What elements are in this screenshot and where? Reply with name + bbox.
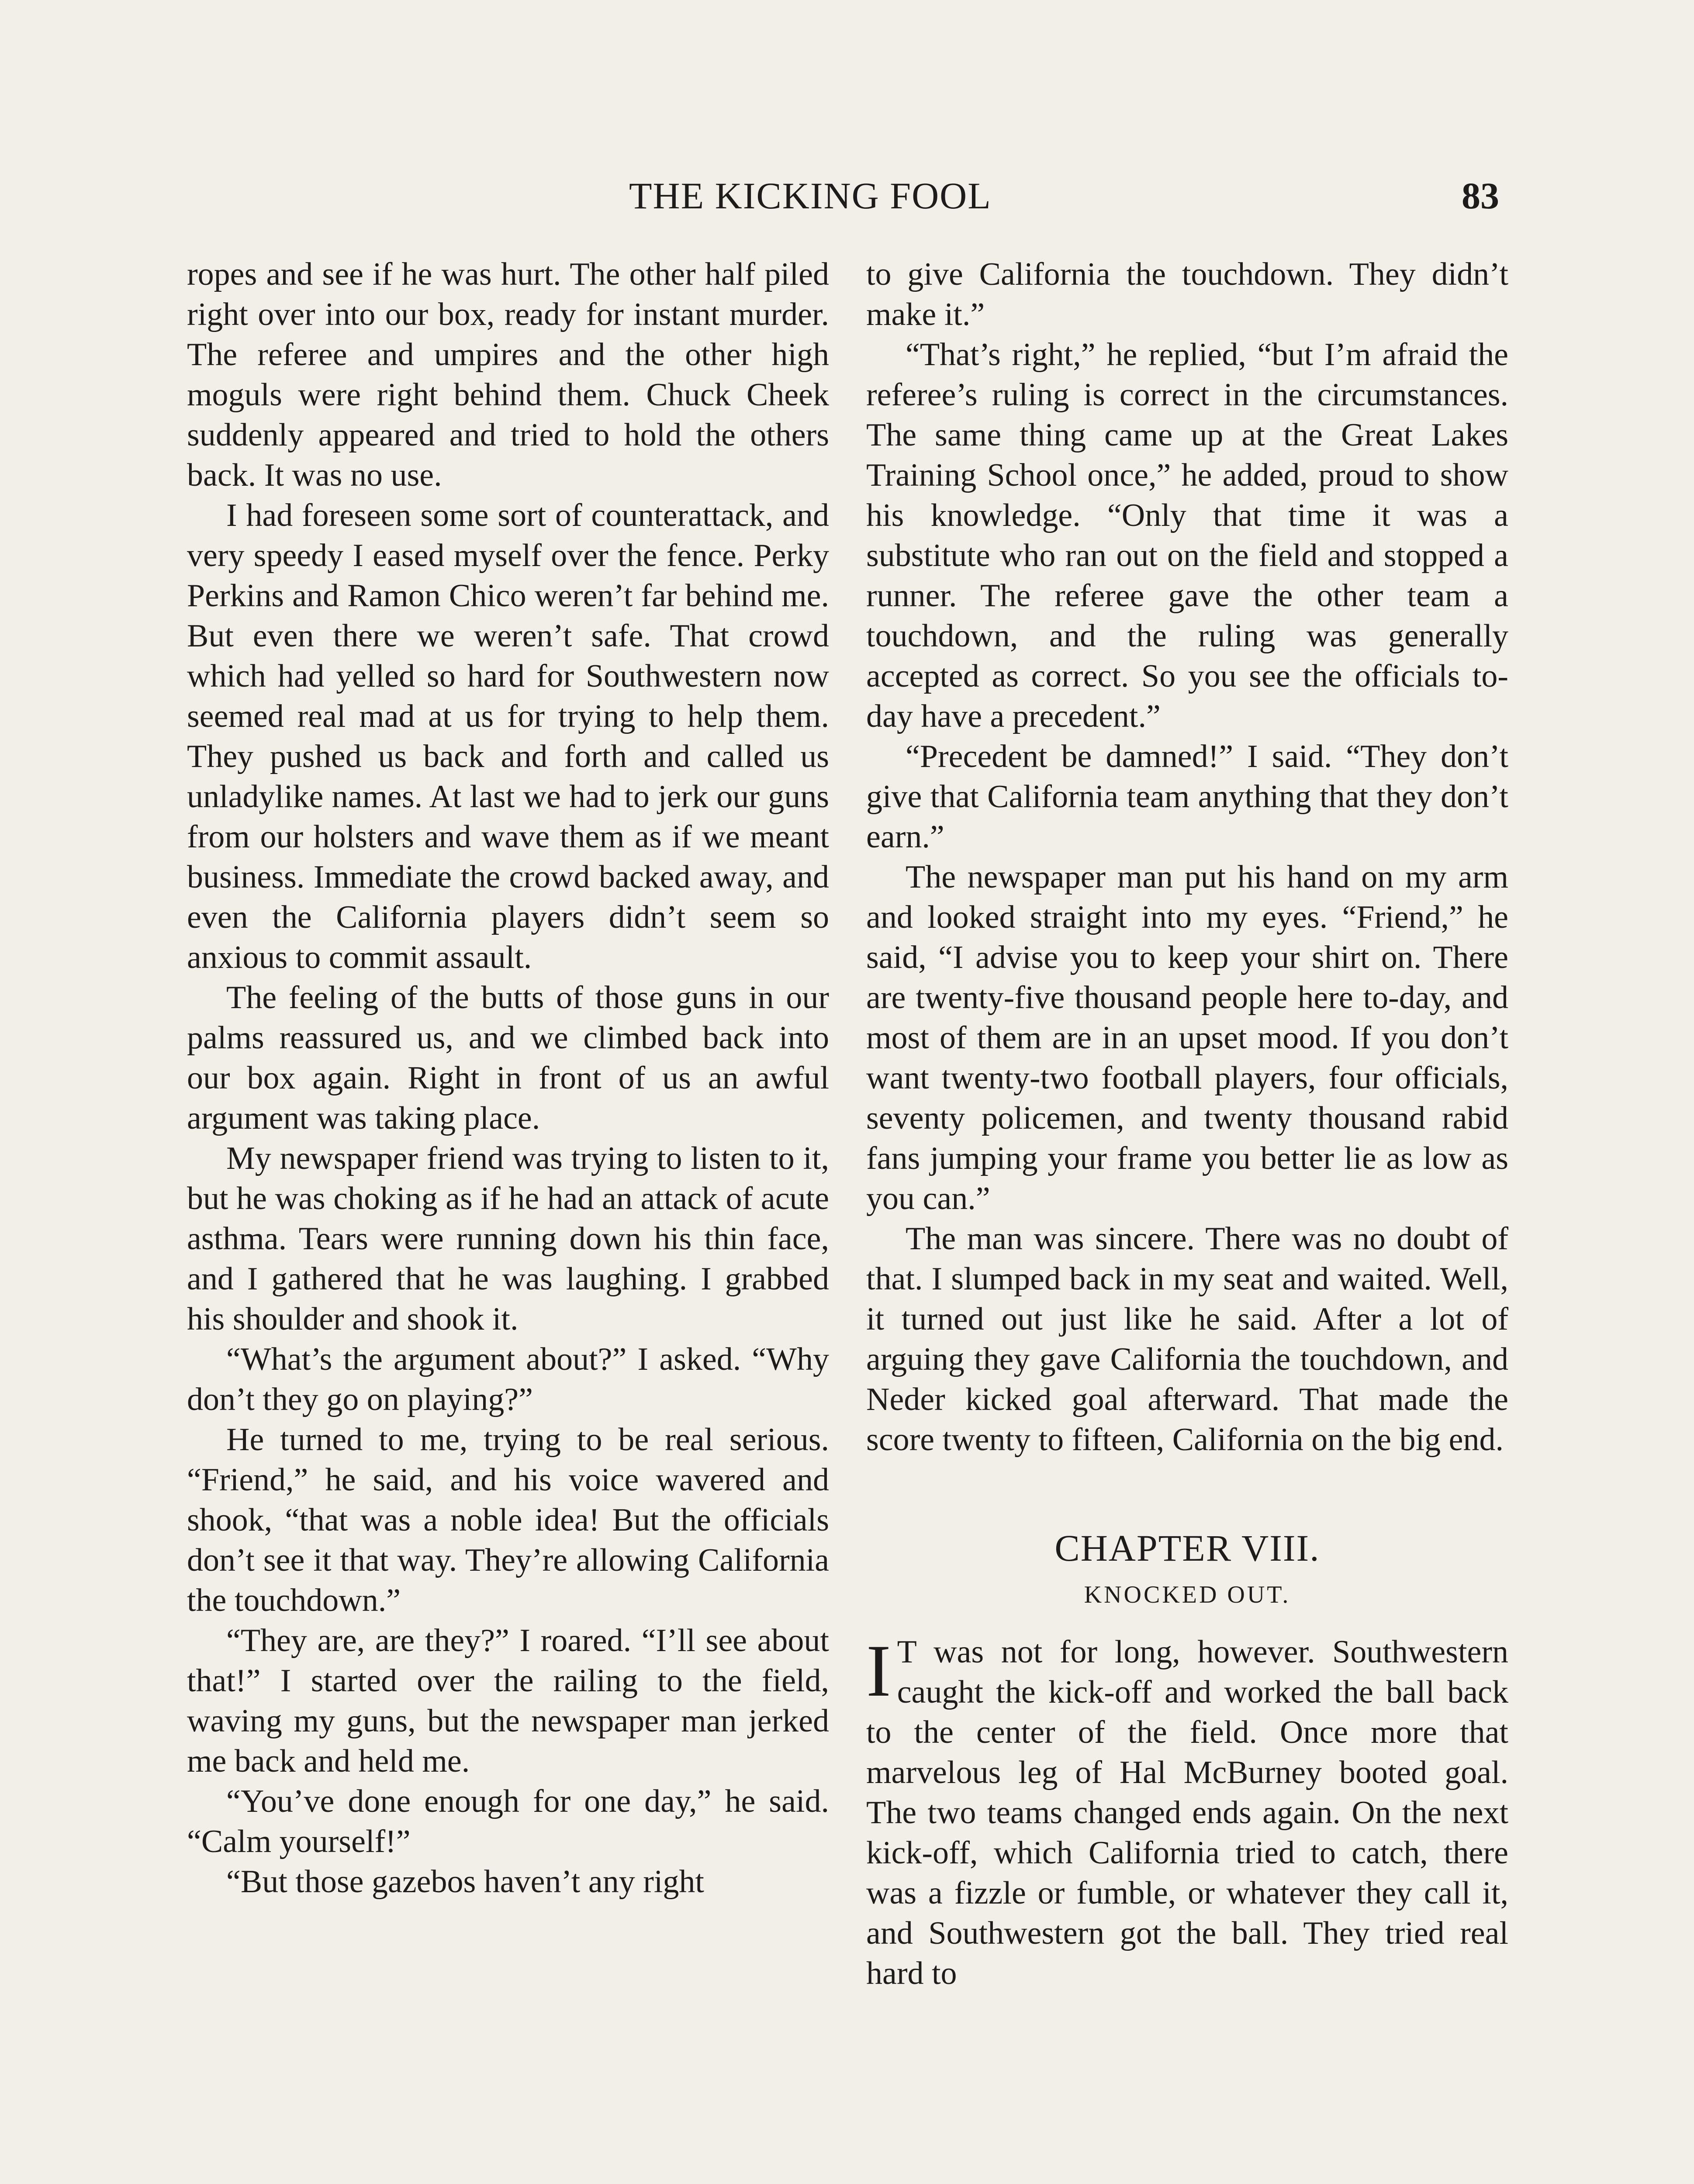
drop-cap: I	[866, 1630, 891, 1712]
paragraph: He turned to me, trying to be real serious. “Friend,” he said, and his voice wavered and shook, “that was a noble idea! But the officials don’t see it that way. They’re allowing California the touchdown.”	[187, 1422, 829, 1618]
paragraph: The man was sincere. There was no doubt of that. I slumped back in my seat and waited. Well, it turned out just like he said. After a lot of arguing they gave California the touchdown, and Neder kicked goal afterward. That made the score twenty to fifteen, California on the big end.	[866, 1221, 1508, 1458]
paragraph: The feeling of the butts of those guns in our palms reassured us, and we climbed back into our box again. Right in front of us an awful argument was taking place.	[187, 980, 829, 1136]
paragraph: “What’s the argument about?” I asked. “Why don’t they go on playing?”	[187, 1341, 829, 1417]
paragraph: “Precedent be damned!” I said. “They don’t give that California team anything that they don’t earn.”	[866, 739, 1508, 855]
right-column	[866, 254, 1508, 1994]
paragraph: “They are, are they?” I roared. “I’ll see about that!” I started over the railing to the field, waving my guns, but the newspaper man jerked me back and held me.	[187, 1623, 829, 1779]
page-number: 83	[1462, 175, 1499, 217]
paragraph: My newspaper friend was trying to listen to it, but he was choking as if he had an attack of acute asthma. Tears were running down his thin face, and I gathered that he was laughing. I grabbed his shoulder and shook it.	[187, 1140, 829, 1337]
chapter-title: CHAPTER VIII.	[1054, 1527, 1320, 1569]
paragraph: “That’s right,” he replied, “but I’m afraid the referee’s ruling is correct in the circumstances. The same thing came up at the Great Lakes Training School once,” he added, proud to show his knowledge. “Only that time it was a substitute who ran out on the field and stopped a runner. The referee gave the other team a touchdown, and the ruling was generally accepted as correct. So you see the officials to-day have a precedent.”	[866, 337, 1508, 734]
paragraph: ropes and see if he was hurt. The other half piled right over into our box, ready for instant murder. The referee and umpires and the other high moguls were right behind them. Chuck Cheek suddenly appeared and tried to hold the others back. It was no use.	[187, 256, 829, 493]
paragraph: to give California the touchdown. They didn’t make it.”	[866, 256, 1508, 332]
paragraph: The newspaper man put his hand on my arm and looked straight into my eyes. “Friend,” he said, “I advise you to keep your shirt on. There are twenty-five thousand people here to-day, and most of them are in an upset mood. If you don’t want twenty-two football players, four officials, seventy policemen, and twenty thousand rabid fans jumping your frame you better lie as low as you can.”	[866, 859, 1508, 1216]
paragraph: I had foreseen some sort of counterattack, and very speedy I eased myself over the fence. Perky Perkins and Ramon Chico weren’t far behind me. But even there we weren’t safe. That crowd which had yelled so hard for Southwestern now seemed real mad at us for trying to help them. They pushed us back and forth and called us unladylike names. At last we had to jerk our guns from our holsters and wave them as if we meant business. Immediate the crowd backed away, and even the California players didn’t seem so anxious to commit assault.	[187, 498, 829, 975]
chapter-opening-paragraph	[866, 1632, 1508, 1994]
chapter-opening-text: T was not for long, however. Southwestern caught the kick-off and worked the ball back to the center of the field. Once more that marvelous leg of Hal McBurney booted goal. The two teams changed ends again. On the next kick-off, which California tried to catch, there was a fizzle or fumble, or whatever they call it, and Southwestern got the ball. They tried real hard to	[866, 1634, 1508, 1991]
paragraph: “But those gazebos haven’t any right	[226, 1864, 704, 1900]
chapter-subtitle: KNOCKED OUT.	[1084, 1581, 1291, 1608]
left-column	[187, 254, 829, 1902]
paragraph: “You’ve done enough for one day,” he said. “Calm yourself!”	[187, 1783, 829, 1859]
running-title: THE KICKING FOOL	[629, 175, 992, 217]
